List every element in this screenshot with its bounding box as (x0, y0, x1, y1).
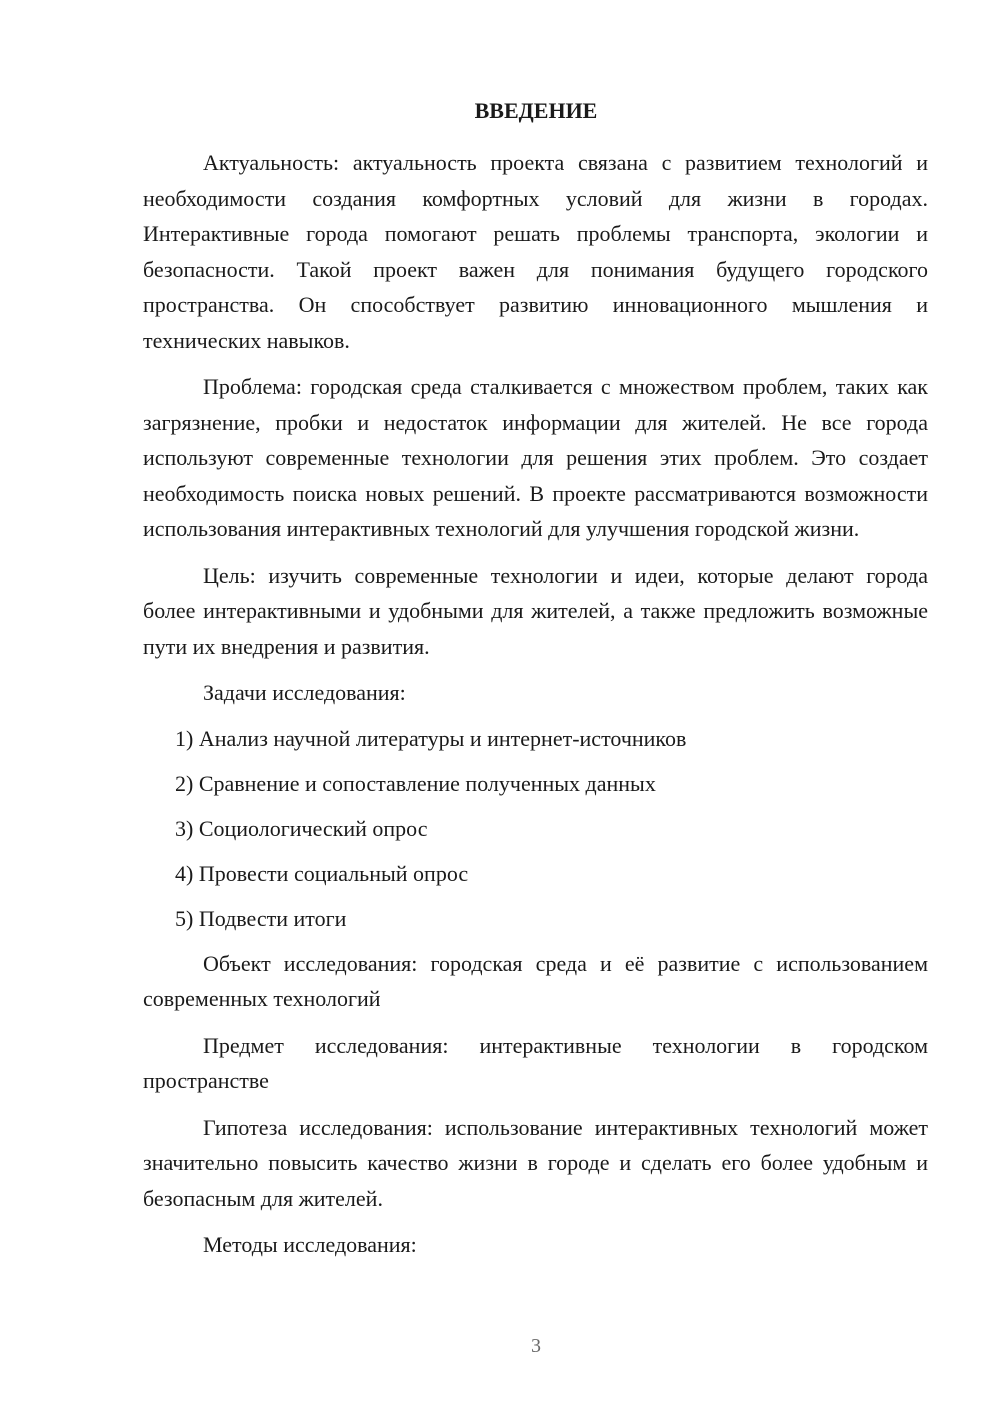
tasks-heading: Задачи исследования: (203, 680, 406, 705)
paragraph-hypothesis: Гипотеза исследования: использование интерактивных технологий может значительно повысить качество жизни в городе и сделать его более удобным и безопасным для жителей. (143, 1114, 928, 1211)
paragraph-object: Объект исследования: городская среда и её развитие с использованием современных технологий (143, 950, 928, 1011)
paragraph-subject: Предмет исследования: интерактивные технологии в городском пространстве (143, 1032, 928, 1093)
paragraph-relevance: Актуальность: актуальность проекта связана с развитием технологий и необходимости создания комфортных условий для жизни в городах. Интерактивные города помогают решать проблемы транспорта, экологии и безопасности. Такой проект важен для понимания будущего городского пространства. Он способствует развитию инновационного мышления и технических навыков. (143, 150, 928, 353)
task-item: 5) Подвести итоги (175, 905, 347, 931)
methods-heading: Методы исследования: (203, 1232, 417, 1257)
paragraph-goal: Цель: изучить современные технологии и идеи, которые делают города более интерактивными и удобными для жителей, а также предложить возможные пути их внедрения и развития. (143, 562, 928, 659)
task-item: 2) Сравнение и сопоставление полученных данных (175, 770, 656, 796)
page-title: ВВЕДЕНИЕ (474, 98, 598, 123)
task-item: 4) Провести социальный опрос (175, 860, 469, 886)
page-number: 3 (531, 1335, 541, 1357)
paragraph-problem: Проблема: городская среда сталкивается с множеством проблем, таких как загрязнение, пробки и недостаток информации для жителей. Не все города используют современные технологии для решения этих проблем. Это создает необходимость поиска новых решений. В проекте рассматриваются возможности использования интерактивных технологий для улучшения городской жизни. (143, 374, 928, 541)
page-content (143, 145, 928, 1263)
task-item: 1) Анализ научной литературы и интернет-источников (175, 725, 687, 751)
task-item: 3) Социологический опрос (175, 815, 428, 841)
